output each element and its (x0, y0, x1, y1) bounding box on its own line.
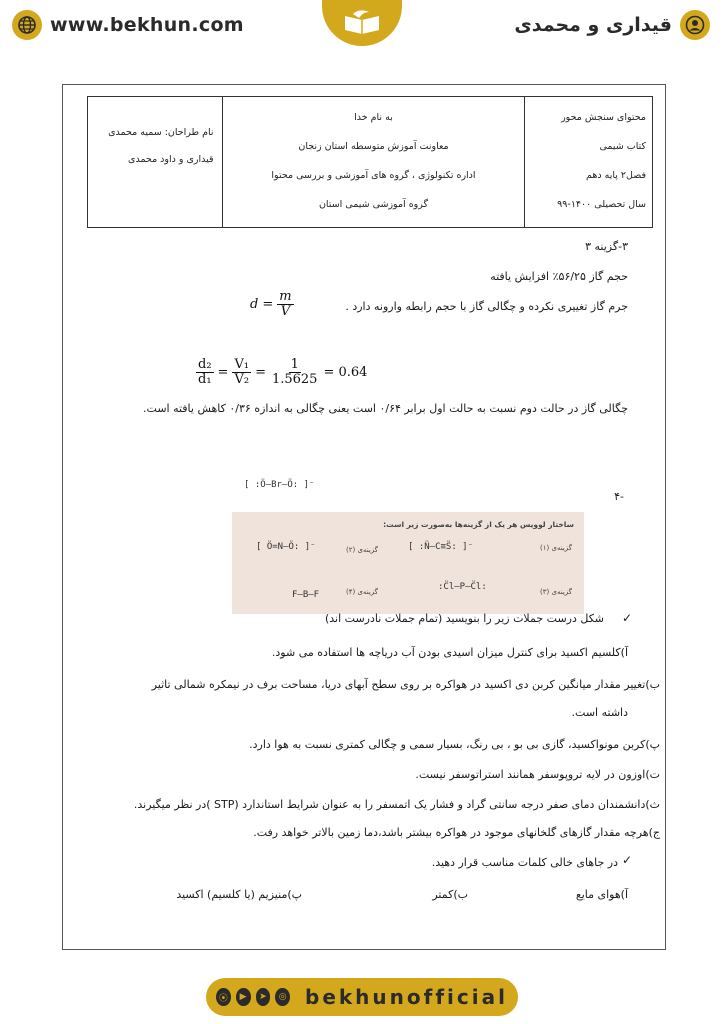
globe-icon (12, 10, 42, 40)
q3-line1: حجم گاز ۵۶/۲۵٪ افزایش یافته (490, 270, 628, 283)
figure-heading: ساختار لوویس هر یک از گزینه‌ها به‌صورت زیر است: (383, 520, 574, 529)
figure-molecule-3: :C̈l—P—C̈l: (438, 582, 487, 592)
site-link[interactable] (12, 8, 244, 42)
user-icon (680, 10, 710, 40)
figure-option4-label: گزینه‌ی (۴) (346, 588, 378, 596)
fraction (277, 290, 293, 318)
statement-p: پ)کربن مونواکسید، گازی بی بو ، بی رنگ، بسیار سمی و چگالی کمتری نسبت به هوا دارد. (249, 738, 660, 751)
fraction-denominator: V₂ (234, 371, 250, 387)
site-url: www.bekhun.com (50, 14, 244, 36)
info-subject-line: کتاب شیمی (599, 141, 646, 152)
brand-name: قیداری و محمدی (514, 14, 672, 36)
figure-ion-2: [ Ö=N—Ö: ]⁻ (256, 542, 316, 552)
info-org-cell (222, 97, 525, 227)
page-header (0, 0, 724, 52)
fill-section-title: در جاهای خالی کلمات مناسب قرار دهید. (431, 856, 618, 869)
fraction-numerator: V₁ (234, 357, 250, 372)
info-org-line: اداره تکنولوژی ، گروه های آموزشی و بررسی محتوا (271, 170, 476, 181)
youtube-icon[interactable]: ▶ (236, 988, 251, 1006)
answer-p: پ)منیزیم (یا کلسیم) اکسید (176, 888, 302, 901)
fraction (196, 358, 214, 386)
correct-section-title: شکل درست جملات زیر را بنویسید (تمام جملات نادرست اند) (324, 612, 604, 625)
fraction-denominator: V (280, 303, 291, 319)
info-authors-line: نام طراحان: سمیه محمدی (108, 127, 214, 138)
info-org-line: گروه آموزشی شیمی استان (318, 199, 429, 210)
q4-number: -۴ (614, 490, 624, 503)
info-table (87, 96, 653, 228)
equals-sign: = (262, 296, 274, 312)
info-subject-cell (524, 97, 652, 227)
aparat-icon[interactable]: ⦿ (216, 988, 231, 1006)
figure-option2-label: گزینه‌ی (۲) (346, 546, 378, 554)
answer-a: آ)هوای مایع (575, 888, 628, 901)
fraction-denominator: 1.5625 (271, 371, 318, 387)
q3-title: ۳-گزینه ۳ (585, 240, 628, 253)
figure-ion-1: [ :N̈—C≡S̈: ]⁻ (408, 542, 474, 552)
statement-a: آ)کلسیم اکسید برای کنترل میزان اسیدی بودن آب دریاچه ها استفاده می شود. (271, 646, 628, 659)
info-subject-line: فصل۲ پایه دهم (586, 170, 646, 181)
density-formula (250, 290, 294, 318)
formula-result: = 0.64 (323, 364, 368, 380)
figure-option1-label: گزینه‌ی (۱) (540, 544, 572, 552)
fraction-numerator: d₂ (198, 357, 212, 372)
telegram-icon[interactable]: ➤ (256, 988, 271, 1006)
statement-b: ب)تغییر مقدار میانگین کربن دی اکسید در هواکره بر روی سطح آبهای دریا، مساحت برف در نیمکره شمالی تاثیر (151, 678, 660, 691)
info-org-line: معاونت آموزش متوسطه استان زنجان (298, 141, 449, 152)
book-logo-icon (339, 6, 385, 40)
q3-conclusion: چگالی گاز در حالت دوم نسبت به حالت اول برابر ۰/۶۴ است یعنی چگالی به اندازه ۰/۳۶ کاهش یافته است. (143, 402, 628, 415)
social-handle[interactable]: bekhunofficial (305, 985, 508, 1009)
figure-option3-label: گزینه‌ی (۳) (540, 588, 572, 596)
lewis-structure-top: [ :Ö—Br—Ö: ]⁻ (244, 480, 315, 490)
social-footer (206, 978, 518, 1016)
statement-b-cont: داشته است. (571, 706, 628, 719)
statement-t: ت)اوزون در لایه تروپوسفر همانند استراتوسفر نیست. (415, 768, 660, 781)
statement-j: ج)هرچه مقدار گازهای گلخانهای موجود در هواکره بیشتر باشد،دما زمین بالاتر خواهد رفت. (253, 826, 660, 839)
info-authors-line: قیداری و داود محمدی (128, 154, 214, 165)
info-authors-cell (88, 97, 222, 227)
statement-th: ث)دانشمندان دمای صفر درجه سانتی گراد و فشار یک اتمسفر را به عنوان شرایط استاندارد (STP )در نظر میگیرند. (133, 798, 660, 811)
lewis-structures-figure (232, 512, 584, 614)
fraction-denominator: d₁ (198, 371, 212, 387)
check-icon: ✓ (621, 611, 632, 625)
check-icon: ✓ (621, 853, 632, 867)
fraction (232, 358, 251, 386)
fraction-numerator: 1 (290, 357, 299, 372)
equals-sign: = (217, 364, 229, 380)
info-org-line: به نام خدا (354, 112, 393, 123)
info-subject-line: محتوای سنجش محور (561, 112, 646, 123)
info-subject-line: سال تحصیلی ۱۴۰۰-۹۹ (557, 199, 646, 210)
instagram-icon[interactable]: ◎ (275, 988, 290, 1006)
figure-molecule-4: F—B—F (292, 590, 320, 600)
q3-line2: جرم گاز تغییری نکرده و چگالی گاز با حجم رابطه وارونه دارد . (345, 300, 628, 313)
bekhun-logo (322, 0, 402, 46)
fraction (270, 358, 320, 386)
brand (514, 8, 710, 42)
equals-sign: = (255, 364, 266, 380)
ratio-formula (196, 358, 367, 386)
fraction-numerator: m (279, 289, 292, 304)
answer-b: ب)کمتر (432, 888, 468, 901)
formula-lhs: d (250, 296, 259, 312)
